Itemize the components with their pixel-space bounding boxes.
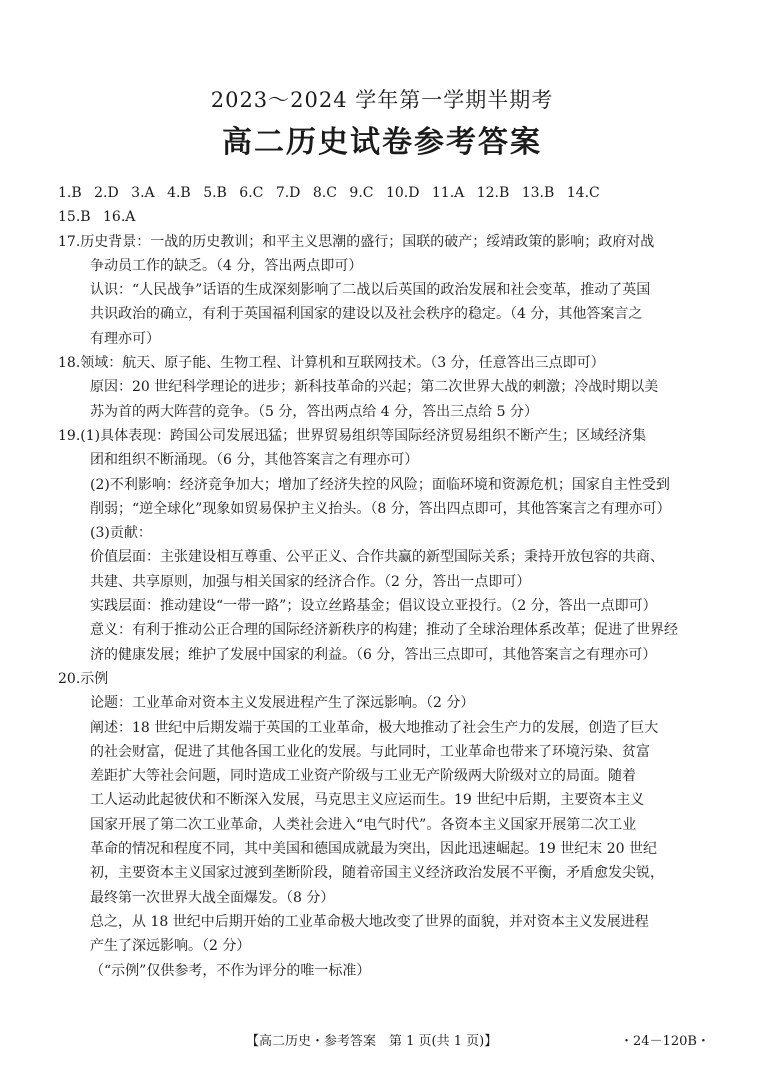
choice-answer: 5.B <box>203 185 227 201</box>
question-18 <box>58 351 708 424</box>
q17-text-line: 共识政治的确立，有利于英国福利国家的建设以及社会秩序的稳定。（4 分，其他答案言之 <box>90 306 643 323</box>
q19-text-line: 实践层面：推动建设“一带一路”；设立丝路基金；倡议设立亚投行。（2 分，答出一点即可） <box>90 598 657 615</box>
q20-text-line: 20.示例 <box>58 670 109 687</box>
q17-text-line: 认识：“人民战争”话语的生成深刻影响了二战以后英国的政治发展和社会变革，推动了英国 <box>90 282 651 299</box>
q18-text-line: 苏为首的两大阵营的竞争。（5 分，答出两点给 4 分，答出三点给 5 分） <box>90 403 538 420</box>
choice-answer: 10.D <box>385 185 420 201</box>
choice-answers-row-2 <box>58 205 708 229</box>
choice-answer: 11.A <box>431 185 465 201</box>
q20-text-line: 革命的情况和程度不同，其中美国和德国成就最为突出，因此迅速崛起。19 世纪末 20 世纪 <box>90 841 657 858</box>
q20-text-line: 最终第一次世界大战全面爆发。（8 分） <box>90 889 335 906</box>
q19-text-line: 团和组织不断涌现。（6 分，其他答案言之有理亦可） <box>90 452 419 469</box>
q19-text-line: (3)贡献： <box>90 525 152 542</box>
q20-text-line: 论题：工业革命对资本主义发展进程产生了深远影响。（2 分） <box>90 695 475 712</box>
footer-page-info: 【高二历史・参考答案 第 1 页(共 1 页)】 <box>246 1034 498 1049</box>
q17-text-line: 争动员工作的缺乏。（4 分，答出两点即可） <box>90 257 363 274</box>
q20-text-line: 国家开展了第二次工业革命，人类社会进入“电气时代”。各资本主义国家开展第二次工业 <box>90 816 637 833</box>
choice-answer: 16.A <box>103 209 136 226</box>
page-title: 高二历史试卷参考答案 <box>222 125 542 160</box>
q20-text-line: 产生了深远影响。（2 分） <box>90 938 251 955</box>
q20-text-line: 阐述：18 世纪中后期发端于英国的工业革命，极大地推动了社会生产力的发展，创造了巨大 <box>90 719 659 736</box>
q19-text-line: (2)不利影响：经济竞争加大；增加了经济失控的风险；面临环境和资源危机；国家自主性受到 <box>90 476 670 493</box>
q20-text-line: 的社会财富，促进了其他各国工业化的发展。与此同时，工业革命也带来了环境污染、贫富 <box>90 743 650 760</box>
page-footer <box>0 1030 764 1052</box>
q19-text-line: 19.(1)具体表现：跨国公司发展迅猛；世界贸易组织等国际经济贸易组织不断产生；区域经济集 <box>58 427 647 444</box>
footer-paper-code: ・24－120B・ <box>620 1034 710 1049</box>
q18-text-line: 原因：20 世纪科学理论的进步；新科技革命的兴起；第二次世界大战的刺激；冷战时期以美 <box>90 379 659 396</box>
choice-answer: 4.B <box>167 185 191 201</box>
choice-answer: 12.B <box>476 185 510 201</box>
q19-text-line: 济的健康发展；维护了发展中国家的利益。（6 分，答出三点即可，其他答案言之有理亦可） <box>90 646 657 663</box>
q19-text-line: 价值层面：主张建设相互尊重、公平正义、合作共赢的新型国际关系；秉持开放包容的共商、 <box>90 549 664 566</box>
choice-answer: 13.B <box>521 185 555 201</box>
question-19 <box>58 424 708 667</box>
choice-answer: 1.B <box>58 185 82 201</box>
q18-text-line: 18.领域：航天、原子能、生物工程、计算机和互联网技术。（3 分，任意答出三点即可） <box>58 355 605 372</box>
q19-text-line: 意义：有利于推动公正合理的国际经济新秩序的构建；推动了全球治理体系改革；促进了世界经 <box>90 622 678 639</box>
choice-answer: 8.C <box>312 185 337 201</box>
exam-term-heading: 2023～2024 学年第一学期半期考 <box>210 88 554 112</box>
q20-text-line: 差距扩大等社会问题，同时造成工业资产阶级与工业无产阶级两大阶级对立的局面。随着 <box>90 768 636 785</box>
q20-text-line: 初，主要资本主义国家过渡到垄断阶段，随着帝国主义经济政治发展不平衡，矛盾愈发尖锐， <box>90 865 664 882</box>
choice-answer: 15.B <box>58 209 91 226</box>
question-20 <box>58 667 708 983</box>
answer-content <box>58 181 708 983</box>
choice-answer: 3.A <box>131 185 155 201</box>
choice-answers-row-1 <box>58 181 708 205</box>
q19-text-line: 共建、共享原则，加强与相关国家的经济合作。（2 分，答出一点即可） <box>90 573 531 590</box>
choice-answer: 14.C <box>566 185 600 201</box>
choice-answer: 7.D <box>275 185 301 201</box>
choice-answer: 9.C <box>349 185 374 201</box>
q20-text-line: 工人运动此起彼伏和不断深入发展，马克思主义应运而生。19 世纪中后期，主要资本主义 <box>90 792 645 809</box>
q20-text-line: （“示例”仅供参考，不作为评分的唯一标准） <box>90 962 371 979</box>
choice-answer: 6.C <box>239 185 264 201</box>
choice-answer: 2.D <box>94 185 119 201</box>
q20-text-line: 总之，从 18 世纪中后期开始的工业革命极大地改变了世界的面貌，并对资本主义发展进程 <box>90 913 649 930</box>
q17-text-line: 有理亦可） <box>90 330 160 347</box>
q19-text-line: 削弱；“逆全球化”现象如贸易保护主义抬头。（8 分，答出四点即可，其他答案言之有理亦可） <box>90 500 671 517</box>
q17-text-line: 17.历史背景：一战的历史教训；和平主义思潮的盛行；国联的破产；绥靖政策的影响；政府对战 <box>58 233 655 250</box>
question-17 <box>58 230 708 351</box>
